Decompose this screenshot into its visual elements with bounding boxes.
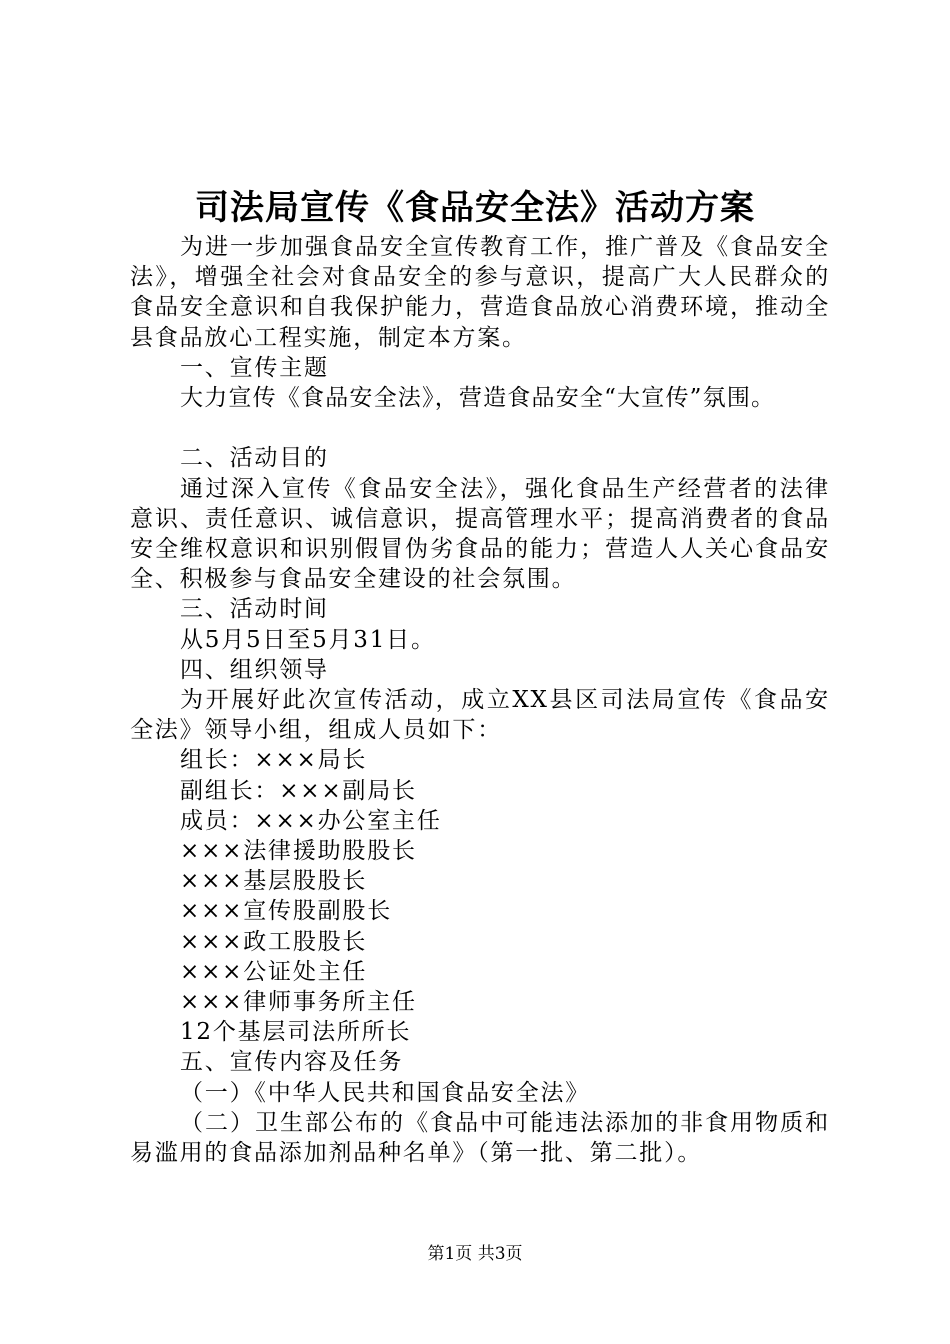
member-item: ×××基层股股长 [180, 868, 368, 895]
section-heading-theme: 一、宣传主题 [180, 354, 329, 381]
member-item: ×××律师事务所主任 [180, 989, 417, 1016]
page-footer: 第1页 共3页 [427, 1244, 523, 1264]
content-item-1: （一）《中华人民共和国食品安全法》 [180, 1079, 591, 1106]
blank-line [130, 413, 830, 443]
section-heading-leadership: 四、组织领导 [180, 656, 329, 683]
member-item: ×××政工股股长 [180, 928, 368, 955]
member-item: 成员：×××办公室主任 [180, 807, 442, 834]
intro-paragraph: 为进一步加强食品安全宣传教育工作，推广普及《食品安全法》，增强全社会对食品安全的参与意识，提高广大人民群众的食品安全意识和自我保护能力，营造食品放心消费环境，推动全县食品放心工程实施，制定本方案。 [130, 234, 830, 351]
section-heading-content: 五、宣传内容及任务 [180, 1049, 404, 1076]
section-text-theme: 大力宣传《食品安全法》，营造食品安全“大宣传”氛围。 [180, 385, 776, 412]
member-item: 副组长：×××副局长 [180, 777, 417, 804]
document-body [130, 232, 830, 1168]
member-item: ×××公证处主任 [180, 958, 368, 985]
section-text-purpose: 通过深入宣传《食品安全法》，强化食品生产经营者的法律意识、责任意识、诚信意识，提高管理水平；提高消费者的食品安全维权意识和识别假冒伪劣食品的能力；营造人人关心食品安全、积极参与食品安全建设的社会氛围。 [130, 475, 830, 593]
member-item: ×××法律援助股股长 [180, 838, 417, 865]
member-item: 组长：×××局长 [180, 747, 368, 774]
section-heading-purpose: 二、活动目的 [180, 445, 329, 472]
member-item: ×××宣传股副股长 [180, 898, 393, 925]
document-title: 司法局宣传《食品安全法》活动方案 [195, 188, 755, 228]
section-heading-time: 三、活动时间 [180, 596, 329, 623]
section-text-time: 从5月5日至5月31日。 [180, 626, 436, 653]
content-item-2: （二）卫生部公布的《食品中可能违法添加的非食用物质和易滥用的食品添加剂品种名单》（第一批、第二批）。 [130, 1109, 830, 1167]
member-item: 12个基层司法所所长 [180, 1019, 412, 1046]
section-text-leadership: 为开展好此次宣传活动，成立XX县区司法局宣传《食品安全法》领导小组，组成人员如下： [130, 687, 830, 744]
